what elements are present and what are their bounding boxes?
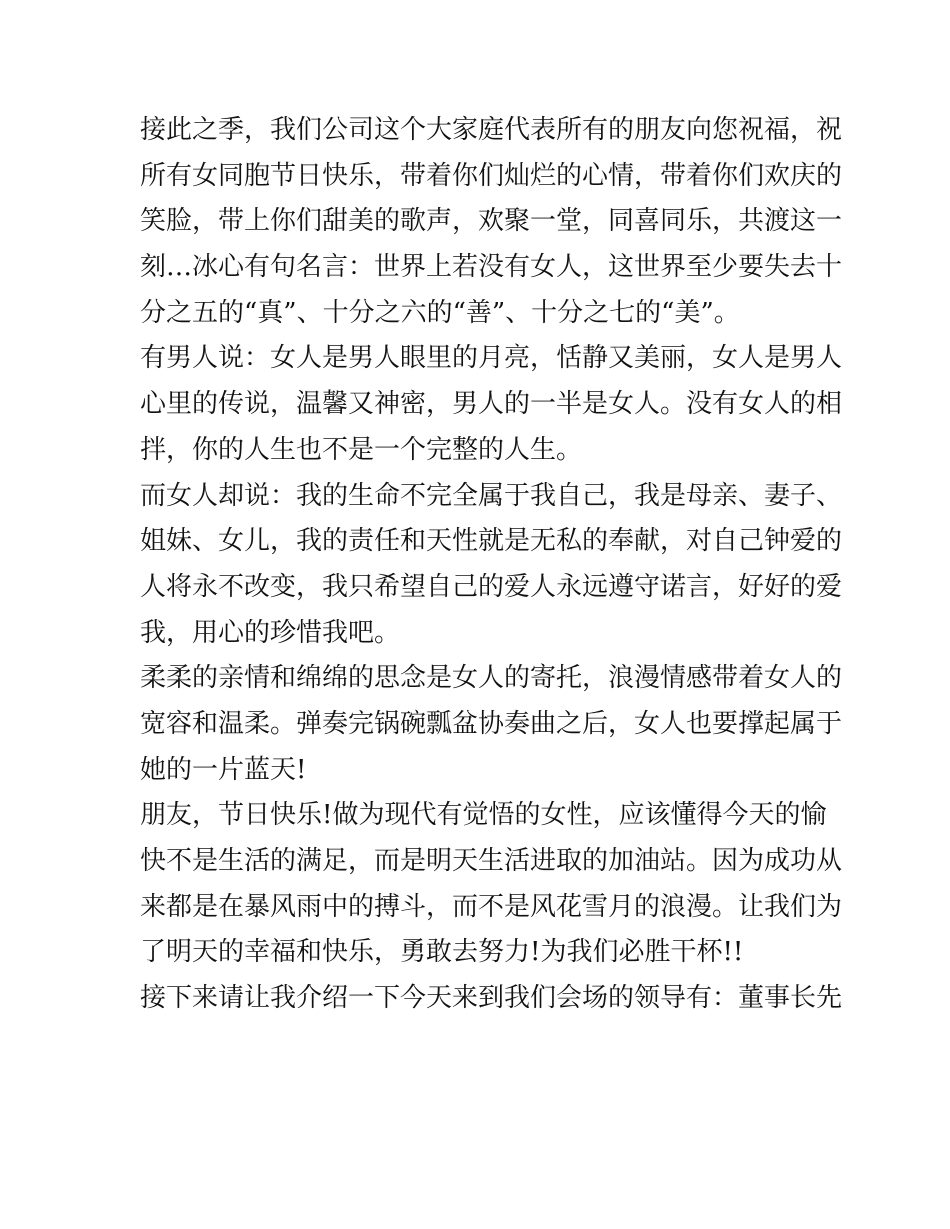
text-line: 接此之季，我们公司这个大家庭代表所有的朋友向您祝福，祝 bbox=[140, 115, 843, 145]
text-line: 我，用心的珍惜我吧。 bbox=[140, 617, 401, 648]
text-line: 她的一片蓝天! bbox=[140, 754, 307, 785]
text-line: 有男人说：女人是男人眼里的月亮，恬静又美丽，女人是男人 bbox=[140, 343, 843, 374]
text-line: 所有女同胞节日快乐，带着你们灿烂的心情，带着你们欢庆的 bbox=[140, 160, 843, 191]
body-text bbox=[140, 108, 843, 1022]
text-line: 宽容和温柔。弹奏完锅碗瓢盆协奏曲之后，女人也要撑起属于 bbox=[140, 708, 843, 739]
text-line: 快不是生活的满足，而是明天生活进取的加油站。因为成功从 bbox=[140, 846, 843, 876]
text-line: 拌，你的人生也不是一个完整的人生。 bbox=[140, 434, 583, 465]
text-line: 姐妹、女儿，我的责任和天性就是无私的奉献，对自己钟爱的 bbox=[140, 526, 843, 557]
text-line: 心里的传说，温馨又神密，男人的一半是女人。没有女人的相 bbox=[140, 389, 843, 420]
text-line: 刻…冰心有句名言：世界上若没有女人，这世界至少要失去十 bbox=[140, 252, 843, 283]
text-line: 笑脸，带上你们甜美的歌声，欢聚一堂，同喜同乐，共渡这一 bbox=[140, 206, 843, 237]
text-line: 分之五的“真”、十分之六的“善”、十分之七的“美”。 bbox=[140, 297, 740, 328]
text-line: 朋友，节日快乐!做为现代有觉悟的女性，应该懂得今天的愉 bbox=[140, 800, 827, 831]
text-line: 接下来请让我介绍一下今天来到我们会场的领导有：董事长先 bbox=[140, 983, 843, 1014]
text-line: 人将永不改变，我只希望自己的爱人永远遵守诺言，好好的爱 bbox=[140, 571, 843, 602]
text-line: 柔柔的亲情和绵绵的思念是女人的寄托，浪漫情感带着女人的 bbox=[140, 663, 843, 694]
text-line: 而女人却说：我的生命不完全属于我自己，我是母亲、妻子、 bbox=[140, 480, 843, 511]
text-line: 来都是在暴风雨中的搏斗，而不是风花雪月的浪漫。让我们为 bbox=[140, 891, 843, 922]
text-line: 了明天的幸福和快乐，勇敢去努力!为我们必胜干杯!! bbox=[140, 937, 744, 968]
